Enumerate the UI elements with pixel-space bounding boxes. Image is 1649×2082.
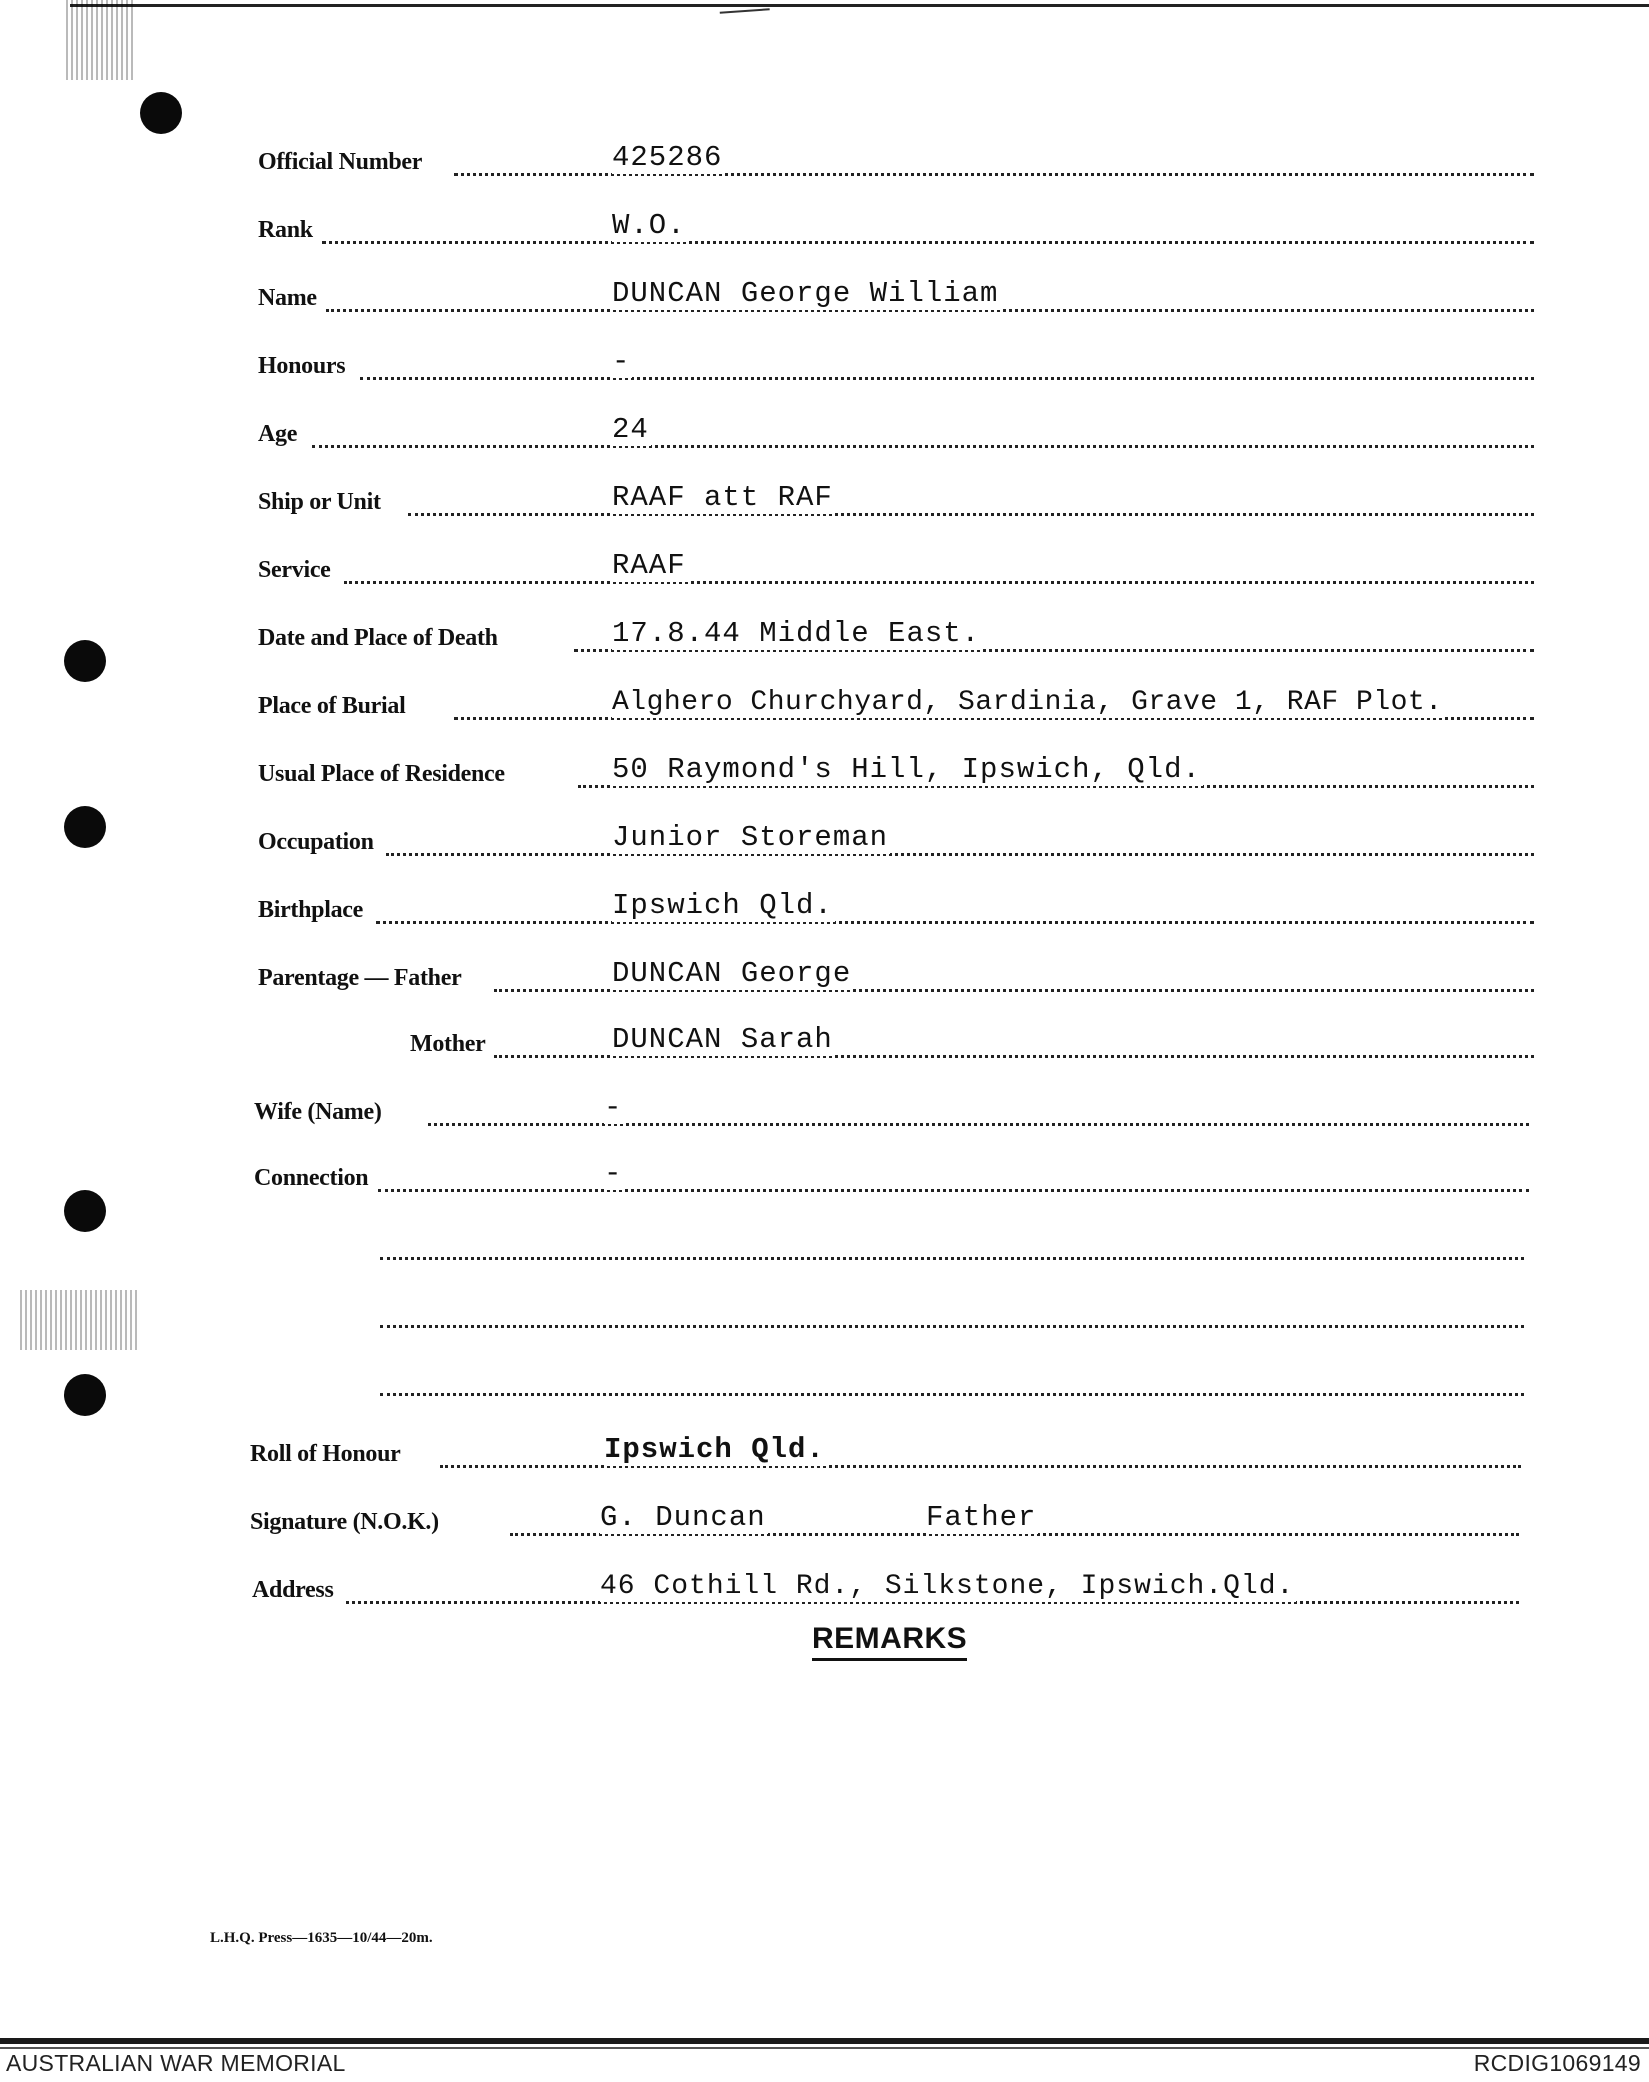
dotted-leader	[344, 581, 1534, 584]
field-label: Service	[258, 557, 331, 583]
field-row-name	[0, 276, 1649, 320]
field-row-father	[0, 956, 1649, 1000]
footer-reference: RCDIG1069149	[1473, 2050, 1641, 2076]
field-value: 17.8.44 Middle East.	[612, 617, 981, 650]
field-row-service	[0, 548, 1649, 592]
field-value: Ipswich Qld.	[612, 889, 833, 922]
field-row-date-place-death	[0, 616, 1649, 660]
field-row-usual-residence	[0, 752, 1649, 796]
blank-line	[0, 1360, 1649, 1404]
dotted-leader	[380, 1257, 1524, 1260]
field-label: Name	[258, 285, 317, 311]
field-label: Occupation	[258, 829, 374, 855]
field-row-roll-of-honour	[0, 1432, 1649, 1476]
scan-smudge	[66, 0, 136, 80]
field-label: Parentage — Father	[258, 965, 462, 991]
field-label: Date and Place of Death	[258, 625, 498, 651]
footer-rule-thin	[0, 2047, 1649, 2049]
dotted-leader	[376, 921, 1534, 924]
field-label: Usual Place of Residence	[258, 761, 505, 787]
field-value: -	[604, 1091, 623, 1124]
field-value: W.O.	[612, 209, 686, 242]
field-value: Junior Storeman	[612, 821, 889, 854]
field-row-honours	[0, 344, 1649, 388]
dotted-leader	[428, 1123, 1529, 1126]
dotted-leader	[408, 513, 1534, 516]
field-label: Address	[252, 1577, 334, 1603]
field-value: -	[612, 345, 631, 378]
signature-relation: Father	[926, 1501, 1037, 1534]
field-row-place-of-burial	[0, 684, 1649, 728]
dotted-leader	[322, 241, 1534, 244]
field-row-ship-or-unit	[0, 480, 1649, 524]
dotted-leader	[312, 445, 1534, 448]
field-row-connection	[0, 1156, 1649, 1200]
field-label: Official Number	[258, 149, 423, 175]
field-label: Birthplace	[258, 897, 363, 923]
field-value: 50 Raymond's Hill, Ipswich, Qld.	[612, 753, 1201, 786]
field-value: G. Duncan	[600, 1501, 766, 1534]
field-label: Mother	[410, 1031, 486, 1057]
field-value: 46 Cothill Rd., Silkstone, Ipswich.Qld.	[600, 1571, 1295, 1602]
dotted-leader	[386, 853, 1534, 856]
blank-line	[0, 1292, 1649, 1336]
dotted-leader	[380, 1393, 1524, 1396]
blank-line	[0, 1224, 1649, 1268]
top-edge-line	[70, 4, 1649, 7]
dotted-leader	[380, 1325, 1524, 1328]
field-row-official-number	[0, 140, 1649, 184]
field-row-signature	[0, 1500, 1649, 1544]
field-value: Ipswich Qld.	[604, 1433, 825, 1466]
field-label: Ship or Unit	[258, 489, 381, 515]
top-edge-mark	[720, 8, 771, 21]
field-value: -	[604, 1157, 623, 1190]
field-row-mother	[0, 1022, 1649, 1066]
field-value: RAAF att RAF	[612, 481, 833, 514]
field-row-birthplace	[0, 888, 1649, 932]
field-value: DUNCAN Sarah	[612, 1023, 833, 1056]
field-label: Place of Burial	[258, 693, 406, 719]
press-mark: L.H.Q. Press—1635—10/44—20m.	[210, 1930, 433, 1946]
field-label: Signature (N.O.K.)	[250, 1509, 439, 1535]
field-row-rank	[0, 208, 1649, 252]
footer-institution: AUSTRALIAN WAR MEMORIAL	[6, 2050, 346, 2076]
field-label: Honours	[258, 353, 346, 379]
footer-rule	[0, 2038, 1649, 2044]
dotted-leader	[378, 1189, 1529, 1192]
field-value: DUNCAN George	[612, 957, 852, 990]
field-value: DUNCAN George William	[612, 277, 999, 310]
dotted-leader	[360, 377, 1534, 380]
field-value: Alghero Churchyard, Sardinia, Grave 1, RAF Plot.	[612, 687, 1443, 718]
field-label: Age	[258, 421, 298, 447]
field-row-occupation	[0, 820, 1649, 864]
field-row-address	[0, 1568, 1649, 1612]
field-label: Wife (Name)	[254, 1099, 382, 1125]
field-label: Rank	[258, 217, 313, 243]
punch-hole	[140, 92, 182, 134]
field-label: Roll of Honour	[250, 1441, 401, 1467]
remarks-heading: REMARKS	[812, 1622, 967, 1661]
field-value: 24	[612, 413, 649, 446]
dotted-leader	[440, 1465, 1521, 1468]
field-value: RAAF	[612, 549, 686, 582]
field-value: 425286	[612, 141, 723, 174]
field-row-age	[0, 412, 1649, 456]
field-label: Connection	[254, 1165, 369, 1191]
field-row-wife	[0, 1090, 1649, 1134]
